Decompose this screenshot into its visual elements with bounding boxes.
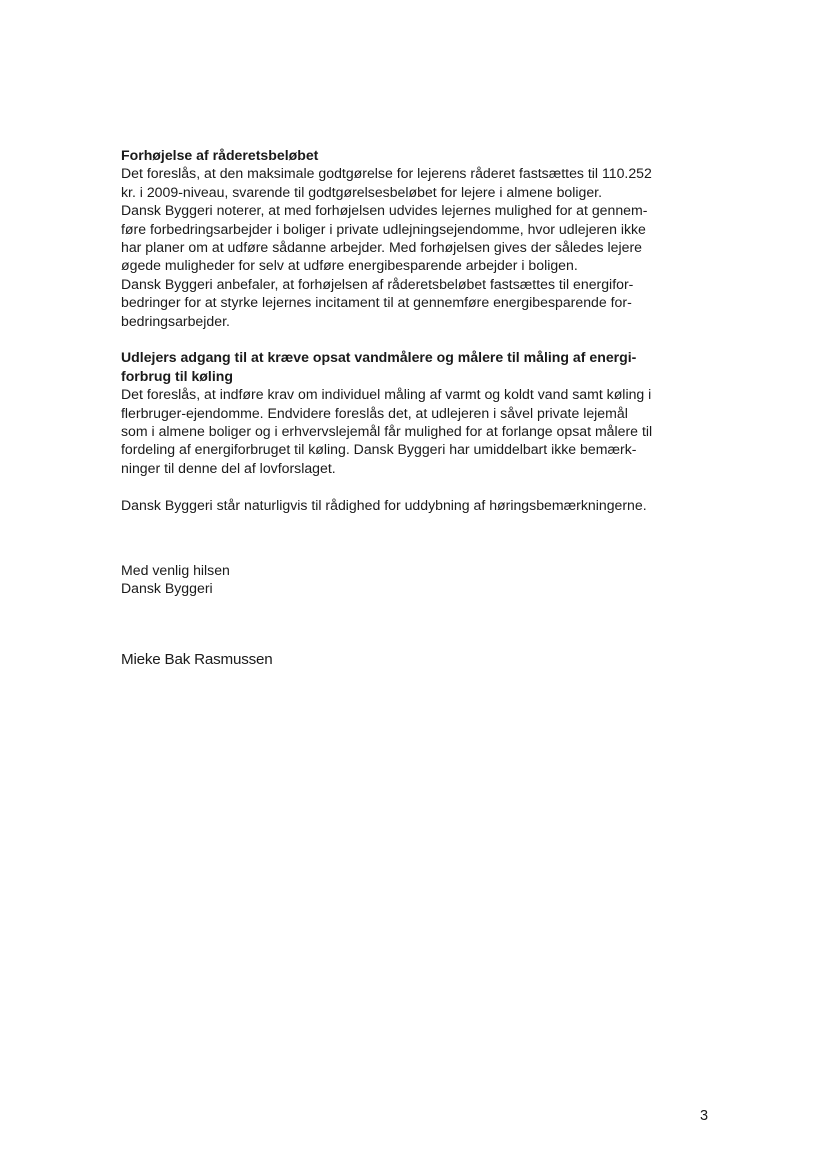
- body-line: som i almene boliger og i erhvervslejemål får mulighed for at forlange opsat målere til: [121, 423, 653, 440]
- signature-name: Mieke Bak Rasmussen: [121, 651, 273, 668]
- body-line: ninger til denne del af lovforslaget.: [121, 459, 336, 476]
- section-maalere: [121, 348, 703, 477]
- page-number: 3: [700, 1108, 709, 1124]
- letter-body: [121, 146, 703, 514]
- section-raaderet: [121, 146, 703, 330]
- body-line: har planer om at udføre sådanne arbejder. Med forhøjelsen gives der således lejere: [121, 239, 642, 256]
- section-heading: Forhøjelse af råderetsbeløbet: [121, 147, 319, 163]
- final-paragraph: Dansk Byggeri står naturligvis til rådighed for uddybning af høringsbemærkningerne.: [121, 496, 647, 513]
- closing-greeting: Med venlig hilsen: [121, 562, 230, 578]
- body-line: Det foreslås, at den maksimale godtgørelse for lejerens råderet fastsættes til 110.252: [121, 165, 652, 182]
- body-line: bedringsarbejder.: [121, 312, 230, 329]
- body-line: føre forbedringsarbejder i boliger i private udlejningsejendomme, hvor udlejeren ikke: [121, 220, 646, 237]
- body-line: bedringer for at styrke lejernes incitament til at gennemføre energibesparende for-: [121, 294, 632, 311]
- closing-organization: Dansk Byggeri: [121, 580, 213, 597]
- body-line: fordeling af energiforbruget til køling. Dansk Byggeri har umiddelbart ikke bemærk-: [121, 441, 637, 458]
- body-line: øgede muligheder for selv at udføre energibesparende arbejder i boligen.: [121, 257, 578, 274]
- closing-block: [121, 561, 230, 598]
- body-line: kr. i 2009-niveau, svarende til godtgørelsesbeløbet for lejere i almene boliger.: [121, 183, 603, 200]
- paragraph-spacer: [121, 477, 703, 495]
- paragraph-spacer: [121, 330, 703, 348]
- body-line: Dansk Byggeri anbefaler, at forhøjelsen af råderetsbeløbet fastsættes til energifor-: [121, 275, 634, 292]
- section-heading: forbrug til køling: [121, 367, 233, 384]
- section-heading: Udlejers adgang til at kræve opsat vandmålere og målere til måling af energi-: [121, 349, 637, 366]
- body-line: Det foreslås, at indføre krav om individuel måling af varmt og koldt vand samt køling i: [121, 386, 652, 403]
- body-line: flerbruger-ejendomme. Endvidere foreslås det, at udlejeren i såvel private lejemål: [121, 404, 628, 421]
- body-line: Dansk Byggeri noterer, at med forhøjelsen udvides lejernes mulighed for at gennem-: [121, 202, 648, 219]
